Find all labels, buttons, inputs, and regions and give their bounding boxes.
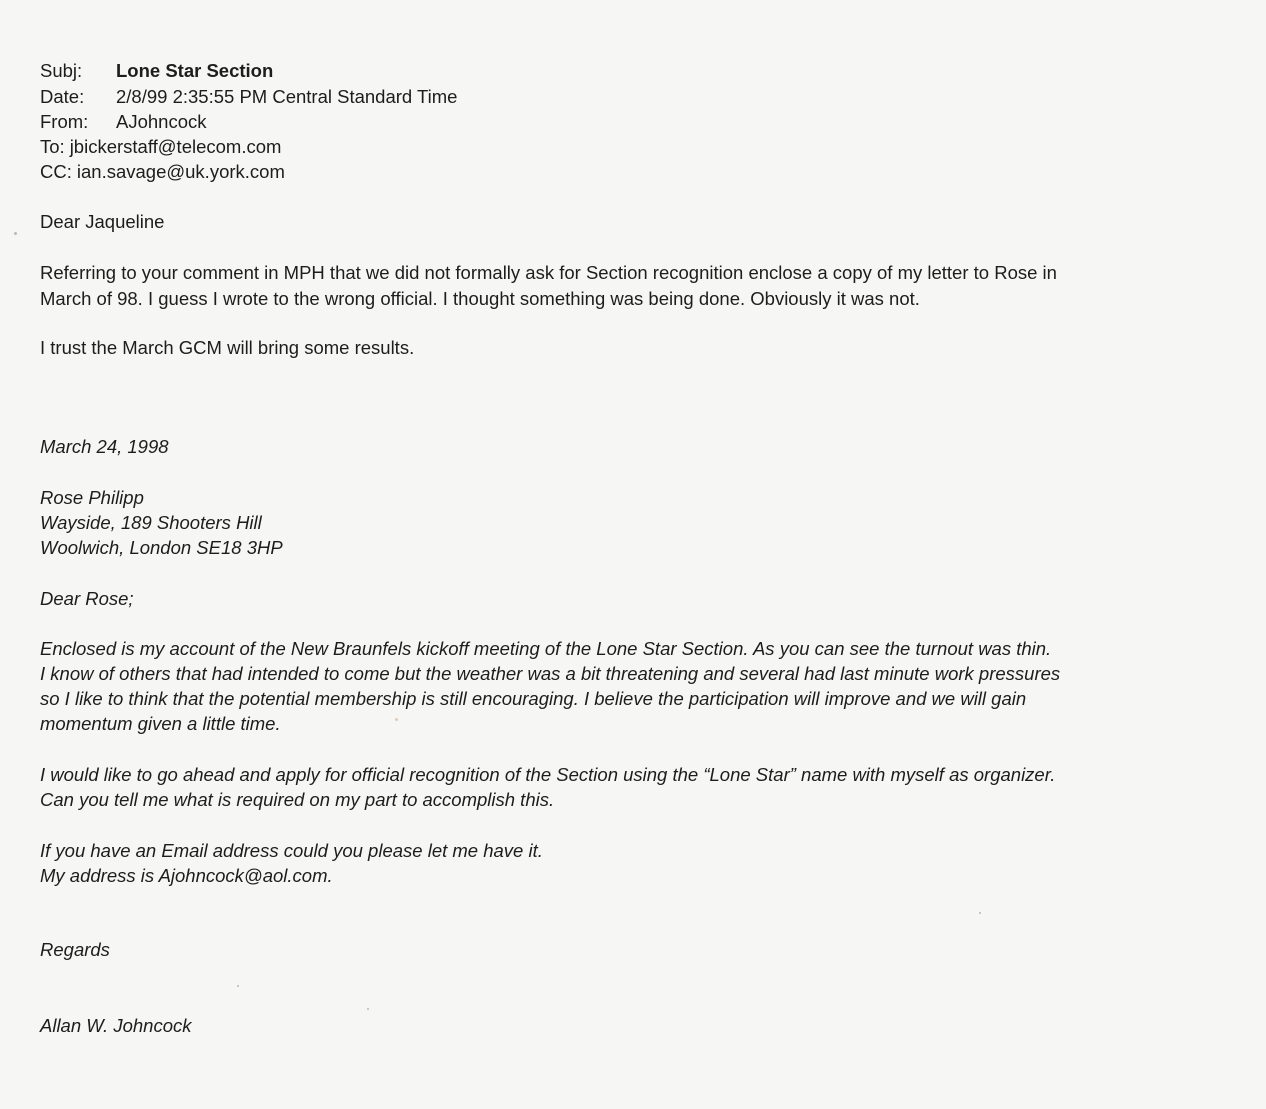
scan-speck xyxy=(237,985,239,987)
scan-speck xyxy=(367,1008,369,1010)
email-greeting: Dear Jaqueline xyxy=(40,211,165,232)
paragraph3-line: If you have an Email address could you please let me have it. xyxy=(40,840,543,861)
scan-speck xyxy=(979,912,981,914)
date-line xyxy=(40,84,457,109)
subject-label: Subj: xyxy=(40,60,83,81)
address-line: Wayside, 189 Shooters Hill xyxy=(40,512,262,533)
paragraph1-line: so I like to think that the potential membership is still encouraging. I believe the participation will improve and we will gain xyxy=(40,688,1027,709)
signature-name: Allan W. Johncock xyxy=(40,1015,192,1036)
email-closing-line: I trust the March GCM will bring some results. xyxy=(40,337,415,358)
paragraph1-line: Enclosed is my account of the New Braunfels kickoff meeting of the Lone Star Section. As you can see the turnout was thin. xyxy=(40,638,1052,659)
email-body-line: March of 98. I guess I wrote to the wrong official. I thought something was being done. Obviously it was not. xyxy=(40,288,920,309)
address-line: Rose Philipp xyxy=(40,487,144,508)
scan-speck xyxy=(14,232,17,235)
to-label: To: xyxy=(40,136,65,157)
letter-salutation: Dear Rose; xyxy=(40,588,134,609)
paragraph2-line: Can you tell me what is required on my part to accomplish this. xyxy=(40,789,555,810)
cc-line xyxy=(40,159,285,184)
from-line xyxy=(40,109,207,134)
date-label: Date: xyxy=(40,86,85,107)
cc-label: CC: xyxy=(40,161,72,182)
to-value: jbickerstaff@telecom.com xyxy=(69,136,282,157)
subject-value: Lone Star Section xyxy=(116,60,274,81)
date-value: 2/8/99 2:35:55 PM Central Standard Time xyxy=(116,86,458,107)
from-label: From: xyxy=(40,111,89,132)
from-value: AJohncock xyxy=(116,111,207,132)
paragraph1-line: momentum given a little time. xyxy=(40,713,281,734)
email-body-line: Referring to your comment in MPH that we did not formally ask for Section recognition enclose a copy of my letter to Rose in xyxy=(40,262,1057,283)
letter-date: March 24, 1998 xyxy=(40,436,169,457)
scan-speck xyxy=(395,718,398,721)
subject-line xyxy=(40,58,273,83)
address-line: Woolwich, London SE18 3HP xyxy=(40,537,283,558)
sign-off: Regards xyxy=(40,939,110,960)
paragraph1-line: I know of others that had intended to come but the weather was a bit threatening and several had last minute work pressures xyxy=(40,663,1061,684)
paragraph2-line: I would like to go ahead and apply for official recognition of the Section using the “Lone Star” name with myself as organizer. xyxy=(40,764,1056,785)
paragraph3-line: My address is Ajohncock@aol.com. xyxy=(40,865,333,886)
to-line xyxy=(40,134,281,159)
cc-value: ian.savage@uk.york.com xyxy=(76,161,285,182)
